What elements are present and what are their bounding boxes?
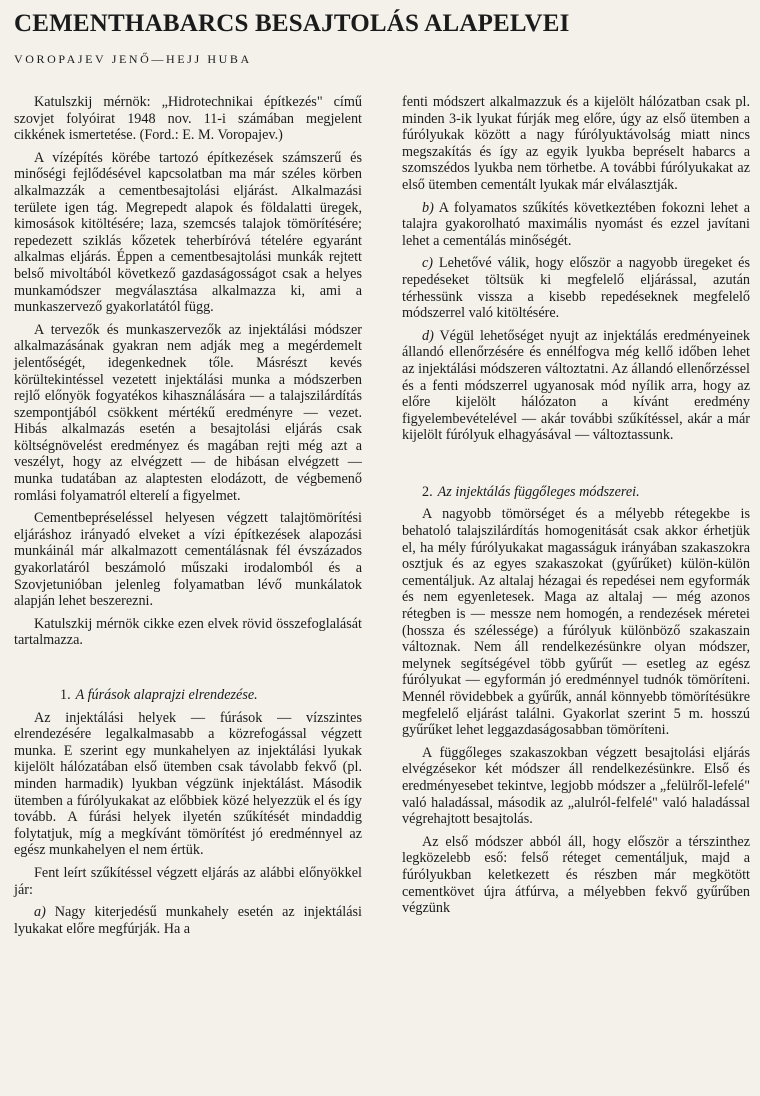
intro-paragraph: Katulszkij mérnök: „Hidrotechnikai építkezés" című szovjet folyóirat 1948 nov. 11-i számában megjelent cikkének ismertetése. (Ford.: E. M. Voropajev.) <box>14 94 362 144</box>
list-text: A folyamatos szűkítés következtében fokozni lehet a talajra gyakorolható maximális nyomást és ezzel javítani lehet a cementálás minőségét. <box>402 199 750 249</box>
paragraph: Az első módszer abból áll, hogy először a térszinthez legközelebb eső: felső réteget cementáljuk, majd a fúrólyukban keletkezett és részben már megkötött cementkövet újra átfúrva, a mélyebben fekvő gyűrűben végzünk <box>402 833 750 917</box>
article-authors: VOROPAJEV JENŐ—HEJJ HUBA <box>14 52 252 66</box>
section-title: Az injektálás függőleges módszerei. <box>437 483 640 500</box>
left-column <box>14 94 362 943</box>
section-number: 1. <box>60 687 71 703</box>
list-label: d) <box>422 327 434 344</box>
right-column <box>402 94 750 923</box>
paragraph: Cementbepréseléssel helyesen végzett talajtömörítési eljáráshoz irányadó elveket a vízi építkezések alapozási munkáinál már alkalmazott cementálásnak fél évszázados gyakorlatáról beszámoló műszaki irodalomból és a Szovjetunióban jelenleg folyamatban lévő munkálatok alapján lehet beszerezni. <box>14 510 362 610</box>
list-label: c) <box>422 255 434 272</box>
list-label: a) <box>34 904 46 921</box>
section-title: A fúrások alaprajzi elrendezése. <box>75 687 258 703</box>
paragraph: Az injektálási helyek — fúrások — vízszintes elrendezésére legalkalmasabb a közrefogással végzett munka. E szerint egy munkahelyen az injektálási lyukak kijelölt hálózatában első ütemben csak távolabb fekvő (pl. minden harmadik) lyukban végzünk injektálást. Második ütemben a fúrólyukakat az előbbiek közé helyezzük el és így tovább. A fúrási helyek ilyetén szűkítését mindaddig folytatjuk, míg a megkívánt tömörítést jó eredménnyel az egész munkahelyen el nem értük. <box>14 709 362 859</box>
section-heading-1 <box>14 687 362 704</box>
list-item-c <box>402 255 750 321</box>
article-title: CEMENTHABARCS BESAJTOLÁS ALAPELVEI <box>14 10 570 37</box>
list-item-b <box>402 200 750 250</box>
paragraph: A tervezők és munkaszervezők az injektálási módszer alkalmazásának gyakran nem adják meg a megérdemelt jelentőségét, idegenkednek tőle. Másrészt kevés körültekintéssel vezetett injektálási munka a módszerben rejlő előnyök fogyatékos kihasználására — a talajszilárdítás szempontjából csökkent mértékű eredményre — vezet. Hibás alkalmazás esetén a besajtolási eljárás csak költségnövelést eredményez és magában rejti még azt a veszélyt, hogy az elvégzett — de hibásan elvégzett — munka tudatában az alaptesten elodázott, de végbemenő romlási folyamatról elterelí a figyelmet. <box>14 321 362 504</box>
list-text: Lehetővé válik, hogy először a nagyobb üregeket és repedéseket töltsük ki megfelelő eljárással, azután térhessünk vissza a kisebb repedéseknek megfelelő módszerrel való kitöltésére. <box>402 255 750 322</box>
paragraph: Katulszkij mérnök cikke ezen elvek rövid összefoglalását tartalmazza. <box>14 615 362 649</box>
list-item-d <box>402 328 750 444</box>
section-heading-2 <box>402 484 750 501</box>
list-text: Nagy kiterjedésű munkahely esetén az injektálási lyukakat előre megfúrják. Ha a <box>14 904 362 937</box>
paragraph: fenti módszert alkalmazzuk és a kijelölt hálózatban csak pl. minden 3-ik lyukat fúrják meg előre, úgy az első ütemben a fúrólyukak között a nagy fúrólyuktávolság miatt nincs megszakítás és így az egyik lyukba bepréselt habarcs a szomszédos lyukba nem törhetbe. A további fúrólyukakat az első ütemben cementált lyukak már elválasztják. <box>402 94 750 193</box>
paragraph: A függőleges szakaszokban végzett besajtolási eljárás elvégzésekor két módszer áll rendelkezésünkre. Első és eredményesebet tekintve, legjobb módszer a „felülről-lefelé" való haladással, második az „alulról-felfelé" való haladással végrehajtott besajtolás. <box>402 744 750 828</box>
paragraph: Fent leírt szűkítéssel végzett eljárás az alábbi előnyökkel jár: <box>14 864 362 898</box>
section-number: 2. <box>422 483 433 500</box>
paragraph: A vízépítés körébe tartozó építkezések számszerű és minőségi fejlődésével kapcsolatban ma már széles körben alkalmazzák a cementbesajtolási eljárást. Alkalmazási területe igen tág. Megrepedt alapok és földalatti üregek, kimosások kitöltésére; laza, szemcsés talajok tömörítésére; repedezett sziklás kőzetek teherbíróvá tételére egyaránt alkalmas eljárás. Éppen a cementbesajtolási munkák rejtett belső mivoltából következő gazdaságosságot csak a helyes munkamódszer megválasztása alkalmazza ki, ami a munkaszervező gyakorlatától függ. <box>14 149 362 316</box>
list-text: Végül lehetőséget nyujt az injektálás eredményeinek állandó ellenőrzésére és ennélfogva még kellő időben lehet az injektálási módszeren változtatni. Az állandó ellenőrzéssel és a fenti módszerrel ugyanosak mód nyílik arra, hogy az előre kijelölt hálózaton a kívánt eredmény figyelembevételével — akár további szűkítéssel, akár a már kijelölt fúrólyuk elhagyásával — változtassunk. <box>402 327 750 444</box>
paragraph: A nagyobb tömörséget és a mélyebb rétegekbe is behatoló talajszilárdítás homogenitását csak akkor érhetjük el, ha mély fúrólyukakat magasságuk irányában szakaszokra osztjuk és az egyes szakaszokat (gyűrűket) külön-külön cementáljuk. Az altalaj hézagai és repedései nem egyformák és nem egyenletesek. Maga az altalaj — még azonos rétegben is — messze nem homogén, a rendezések méretei (hossza és szélessége) a fúrólyuk különböző szakaszain változnak. Nem áll rendelkezésünkre olyan módszer, melynek segítségével több gyűrűt — esetleg az egész fúrólyukat — egyformán jó eredménnyel tudnók tömöríteni. Mennél rövidebbek a gyűrűk, annál könnyebb tömörítésükre megfelelő eljárást találni. Gyakorlat szerint 5 m. hosszú gyűrűket lehet leggazdaságosabban tömöríteni. <box>402 506 750 739</box>
list-item-a <box>14 904 362 937</box>
list-label: b) <box>422 199 434 216</box>
